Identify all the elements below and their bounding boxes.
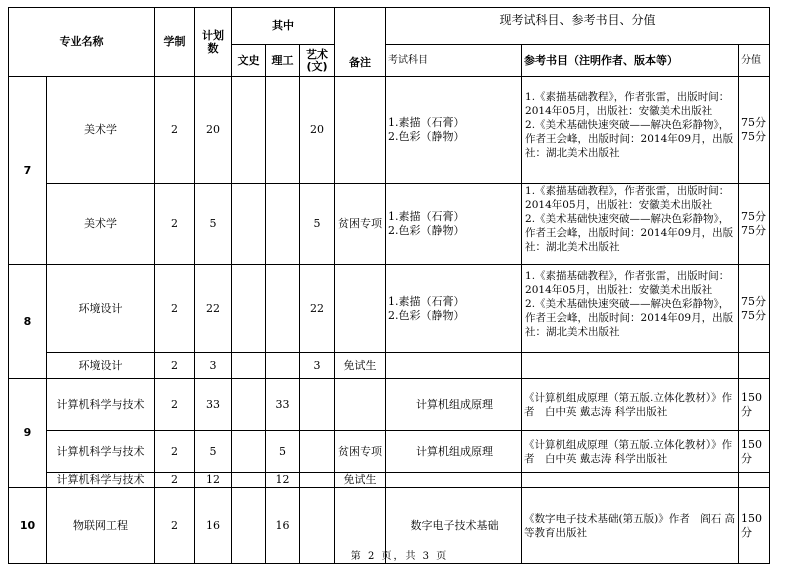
book-line-wrap bbox=[524, 90, 738, 170]
ligong-cell bbox=[266, 353, 300, 379]
yishu-cell bbox=[300, 379, 335, 431]
header-ligong: 理工 bbox=[266, 45, 300, 77]
book-line: 1.《素描基础教程》，作者张雷，出版时间：2014年05月，出版社：安徽美术出版社 bbox=[525, 269, 730, 296]
group-id-cell bbox=[9, 379, 47, 488]
ligong-cell bbox=[266, 184, 300, 265]
header-score: 分值 bbox=[739, 45, 770, 77]
subject-line: 1.素描（石膏） bbox=[388, 116, 465, 129]
note-cell: 贫困专项 bbox=[335, 431, 386, 473]
yishu-cell: 20 bbox=[300, 77, 335, 184]
group-id-cell bbox=[9, 77, 47, 265]
books-cell bbox=[522, 353, 739, 379]
table-row bbox=[9, 473, 770, 488]
ligong-cell: 33 bbox=[266, 379, 300, 431]
score-line: 75分 bbox=[741, 130, 767, 143]
major-cell: 美术学 bbox=[47, 184, 155, 265]
plan-cell: 20 bbox=[195, 77, 232, 184]
header-note-text: 备注 bbox=[349, 56, 372, 69]
admission-table bbox=[8, 7, 770, 564]
yishu-cell: 3 bbox=[300, 353, 335, 379]
subject-cell bbox=[386, 265, 522, 353]
yishu-cell: 5 bbox=[300, 184, 335, 265]
plan-cell: 12 bbox=[195, 473, 232, 488]
score-line: 75分 bbox=[741, 116, 767, 129]
header-note bbox=[335, 8, 386, 77]
major-cell: 物联网工程 bbox=[47, 488, 155, 564]
group-number: 9 bbox=[23, 426, 32, 439]
table-row bbox=[9, 77, 770, 184]
score-line: 150分 bbox=[741, 511, 763, 539]
header-wenshi: 文史 bbox=[232, 45, 266, 77]
note-cell bbox=[335, 379, 386, 431]
subject-cell bbox=[386, 473, 522, 488]
book-line: 2.《美术基础快速突破——解决色彩静物》，作者王会峰，出版时间：2014年09月，出版社：湖北美术出版社 bbox=[525, 297, 734, 338]
years-cell: 2 bbox=[155, 353, 195, 379]
books-cell bbox=[522, 431, 739, 473]
subject-line: 数字电子技术基础 bbox=[410, 518, 499, 532]
subject-cell bbox=[386, 353, 522, 379]
subject-line: 2.色彩（静物） bbox=[388, 224, 465, 237]
yishu-cell bbox=[300, 431, 335, 473]
book-line: 1.《素描基础教程》，作者张雷，出版时间：2014年05月，出版社：安徽美术出版社 bbox=[525, 91, 730, 117]
wenshi-cell bbox=[232, 473, 266, 488]
table-row bbox=[9, 265, 770, 353]
subject-line: 2.色彩（静物） bbox=[388, 130, 465, 143]
score-line: 75分 bbox=[741, 224, 767, 237]
score-cell bbox=[739, 184, 770, 265]
header-yishu-text: 艺术(文) bbox=[306, 47, 329, 73]
group-number: 8 bbox=[23, 314, 32, 328]
score-cell bbox=[739, 431, 770, 473]
subject-line: 1.素描（石膏） bbox=[388, 210, 465, 223]
group-number: 10 bbox=[19, 518, 36, 532]
score-cell bbox=[739, 379, 770, 431]
score-line: 150分 bbox=[741, 437, 763, 465]
subject-line: 计算机组成原理 bbox=[416, 444, 494, 458]
plan-cell: 16 bbox=[195, 488, 232, 564]
yishu-cell: 22 bbox=[300, 265, 335, 353]
wenshi-cell bbox=[232, 431, 266, 473]
major-cell: 环境设计 bbox=[47, 353, 155, 379]
header-years: 学制 bbox=[155, 8, 195, 77]
wenshi-cell bbox=[232, 77, 266, 184]
wenshi-cell bbox=[232, 379, 266, 431]
subject-cell bbox=[386, 77, 522, 184]
book-line-wrap bbox=[524, 269, 738, 349]
books-cell bbox=[522, 77, 739, 184]
wenshi-cell bbox=[232, 184, 266, 265]
plan-cell: 22 bbox=[195, 265, 232, 353]
book-line-wrap bbox=[524, 184, 738, 264]
plan-cell: 33 bbox=[195, 379, 232, 431]
major-cell: 环境设计 bbox=[47, 265, 155, 353]
score-line: 75分 bbox=[741, 294, 767, 308]
header-books: 参考书目（注明作者、版本等） bbox=[522, 45, 739, 77]
table-row bbox=[9, 431, 770, 473]
header-plan-text: 计划数 bbox=[202, 29, 224, 55]
group-number: 7 bbox=[23, 163, 32, 177]
subject-line: 1.素描（石膏） bbox=[388, 294, 465, 308]
header-yishu bbox=[300, 45, 335, 77]
score-line: 75分 bbox=[741, 210, 767, 223]
book-line: 《数字电子技术基础(第五版)》作者 阎石 高等教育出版社 bbox=[524, 512, 736, 539]
book-line: 2.《美术基础快速突破——解决色彩静物》，作者王会峰，出版时间：2014年09月，出版社：湖北美术出版社 bbox=[525, 119, 734, 159]
years-cell: 2 bbox=[155, 431, 195, 473]
table-row bbox=[9, 184, 770, 265]
major-cell: 计算机科学与技术 bbox=[47, 431, 155, 473]
wenshi-cell bbox=[232, 265, 266, 353]
subject-cell bbox=[386, 184, 522, 265]
header-major: 专业名称 bbox=[9, 8, 155, 77]
plan-cell: 5 bbox=[195, 431, 232, 473]
major-cell: 计算机科学与技术 bbox=[47, 473, 155, 488]
group-id-cell bbox=[9, 265, 47, 379]
subject-line: 2.色彩（静物） bbox=[388, 308, 465, 322]
subject-line: 计算机组成原理 bbox=[416, 397, 494, 411]
books-cell bbox=[522, 473, 739, 488]
score-cell bbox=[739, 77, 770, 184]
table-row bbox=[9, 379, 770, 431]
book-line: 《计算机组成原理（第五版.立体化教材）》作者 白中英 戴志涛 科学出版社 bbox=[524, 438, 733, 465]
note-cell: 免试生 bbox=[335, 473, 386, 488]
note-cell bbox=[335, 77, 386, 184]
years-cell: 2 bbox=[155, 265, 195, 353]
wenshi-cell bbox=[232, 353, 266, 379]
ligong-cell bbox=[266, 265, 300, 353]
ligong-cell: 12 bbox=[266, 473, 300, 488]
header-subject: 考试科目 bbox=[386, 45, 522, 77]
plan-cell: 5 bbox=[195, 184, 232, 265]
book-line: 1.《素描基础教程》，作者张雷，出版时间：2014年05月，出版社：安徽美术出版社 bbox=[525, 185, 730, 211]
header-among: 其中 bbox=[232, 8, 335, 45]
major-cell: 美术学 bbox=[47, 77, 155, 184]
header-plan bbox=[195, 8, 232, 77]
score-cell bbox=[739, 473, 770, 488]
ligong-cell bbox=[266, 77, 300, 184]
header-exam-group: 现考试科目、参考书目、分值 bbox=[386, 8, 770, 45]
years-cell: 2 bbox=[155, 379, 195, 431]
score-cell bbox=[739, 265, 770, 353]
page-footer: 第 2 页，共 3 页 bbox=[350, 551, 449, 562]
books-cell bbox=[522, 379, 739, 431]
ligong-cell: 5 bbox=[266, 431, 300, 473]
years-cell: 2 bbox=[155, 488, 195, 564]
score-line: 150分 bbox=[741, 390, 763, 418]
ligong-cell: 16 bbox=[266, 488, 300, 564]
book-line: 2.《美术基础快速突破——解决色彩静物》，作者王会峰，出版时间：2014年09月，出版社：湖北美术出版社 bbox=[525, 213, 734, 253]
note-cell: 免试生 bbox=[335, 353, 386, 379]
books-cell bbox=[522, 184, 739, 265]
years-cell: 2 bbox=[155, 473, 195, 488]
books-cell bbox=[522, 265, 739, 353]
yishu-cell bbox=[300, 473, 335, 488]
score-cell bbox=[739, 353, 770, 379]
subject-cell bbox=[386, 379, 522, 431]
major-cell: 计算机科学与技术 bbox=[47, 379, 155, 431]
score-line: 75分 bbox=[741, 308, 767, 322]
table-row bbox=[9, 353, 770, 379]
book-line: 《计算机组成原理（第五版.立体化教材）》作者 白中英 戴志涛 科学出版社 bbox=[524, 391, 733, 418]
plan-cell: 3 bbox=[195, 353, 232, 379]
subject-cell bbox=[386, 431, 522, 473]
note-cell: 贫困专项 bbox=[335, 184, 386, 265]
years-cell: 2 bbox=[155, 77, 195, 184]
years-cell: 2 bbox=[155, 184, 195, 265]
note-cell bbox=[335, 265, 386, 353]
